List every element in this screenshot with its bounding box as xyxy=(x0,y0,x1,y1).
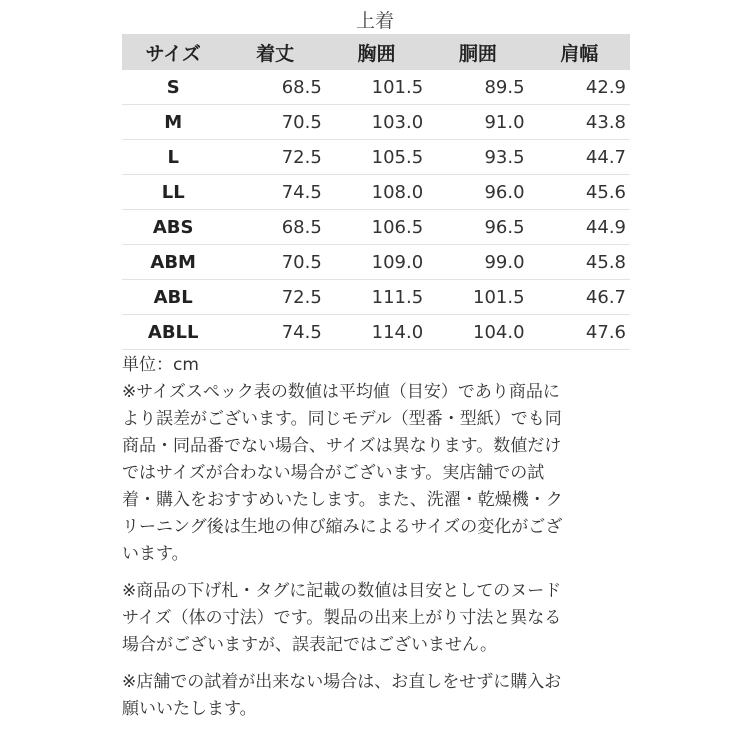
table-title: 上着 xyxy=(355,10,394,32)
unit-label: 単位：cm xyxy=(122,355,199,375)
size-cell: ABLL xyxy=(122,315,224,350)
chest-cell: 111.5 xyxy=(326,280,427,315)
note-line: より誤差がございます。同じモデル（型番・型紙）でも同 xyxy=(122,409,562,429)
note-line: 商品・同品番でない場合、サイズは異なります。数値だけ xyxy=(122,436,562,456)
size-notes xyxy=(122,352,634,723)
length-cell: 68.5 xyxy=(224,70,325,105)
note-store-fitting xyxy=(122,669,634,723)
chest-cell: 103.0 xyxy=(326,105,427,140)
chest-cell: 101.5 xyxy=(326,70,427,105)
note-line: リーニング後は生地の伸び縮みによるサイズの変化がござ xyxy=(122,517,563,537)
chest-cell: 105.5 xyxy=(326,140,427,175)
table-row xyxy=(122,70,630,105)
note-line: 着・購入をおすすめいたします。また、洗濯・乾燥機・ク xyxy=(122,490,563,510)
size-cell: S xyxy=(122,70,224,105)
shoulder-cell: 43.8 xyxy=(529,105,630,140)
table-row xyxy=(122,175,630,210)
size-cell: ABS xyxy=(122,210,224,245)
note-tag-values xyxy=(122,578,634,659)
note-line: サイズ（体の寸法）です。製品の出来上がり寸法と異なる xyxy=(122,608,562,628)
note-line: ※店舗での試着が出来ない場合は、お直しをせずに購入お xyxy=(122,672,562,692)
waist-cell: 93.5 xyxy=(427,140,528,175)
chest-cell: 106.5 xyxy=(326,210,427,245)
waist-cell: 96.0 xyxy=(427,175,528,210)
waist-cell: 89.5 xyxy=(427,70,528,105)
length-cell: 68.5 xyxy=(224,210,325,245)
chest-cell: 114.0 xyxy=(326,315,427,350)
size-table-body xyxy=(122,70,630,350)
table-row xyxy=(122,245,630,280)
header-size: サイズ xyxy=(122,34,224,70)
shoulder-cell: 46.7 xyxy=(529,280,630,315)
size-cell: M xyxy=(122,105,224,140)
note-line: ではサイズが合わない場合がございます。実店舗での試 xyxy=(122,463,545,483)
length-cell: 72.5 xyxy=(224,280,325,315)
size-cell: ABM xyxy=(122,245,224,280)
waist-cell: 104.0 xyxy=(427,315,528,350)
shoulder-cell: 45.8 xyxy=(529,245,630,280)
note-line: 願いいたします。 xyxy=(122,699,257,719)
size-spec-table xyxy=(122,34,630,350)
table-row xyxy=(122,210,630,245)
shoulder-cell: 42.9 xyxy=(529,70,630,105)
length-cell: 70.5 xyxy=(224,105,325,140)
chest-cell: 108.0 xyxy=(326,175,427,210)
chest-cell: 109.0 xyxy=(326,245,427,280)
table-row xyxy=(122,105,630,140)
note-average-values xyxy=(122,379,634,568)
note-line: います。 xyxy=(122,544,189,564)
length-cell: 72.5 xyxy=(224,140,325,175)
waist-cell: 101.5 xyxy=(427,280,528,315)
size-cell: LL xyxy=(122,175,224,210)
note-line: ※サイズスペック表の数値は平均値（目安）であり商品に xyxy=(122,382,560,402)
note-line: 場合がございますが、誤表記ではございません。 xyxy=(122,635,498,655)
table-row xyxy=(122,280,630,315)
note-line: ※商品の下げ札・タグに記載の数値は目安としてのヌード xyxy=(122,581,562,601)
header-length: 着丈 xyxy=(224,34,325,70)
length-cell: 74.5 xyxy=(224,315,325,350)
shoulder-cell: 47.6 xyxy=(529,315,630,350)
table-row xyxy=(122,140,630,175)
size-cell: ABL xyxy=(122,280,224,315)
shoulder-cell: 44.7 xyxy=(529,140,630,175)
waist-cell: 96.5 xyxy=(427,210,528,245)
size-cell: L xyxy=(122,140,224,175)
shoulder-cell: 45.6 xyxy=(529,175,630,210)
size-table-header xyxy=(122,34,630,70)
length-cell: 70.5 xyxy=(224,245,325,280)
waist-cell: 91.0 xyxy=(427,105,528,140)
length-cell: 74.5 xyxy=(224,175,325,210)
waist-cell: 99.0 xyxy=(427,245,528,280)
header-shoulder: 肩幅 xyxy=(529,34,630,70)
table-row xyxy=(122,315,630,350)
shoulder-cell: 44.9 xyxy=(529,210,630,245)
header-row xyxy=(122,34,630,70)
header-chest: 胸囲 xyxy=(326,34,427,70)
header-waist: 胴囲 xyxy=(427,34,528,70)
